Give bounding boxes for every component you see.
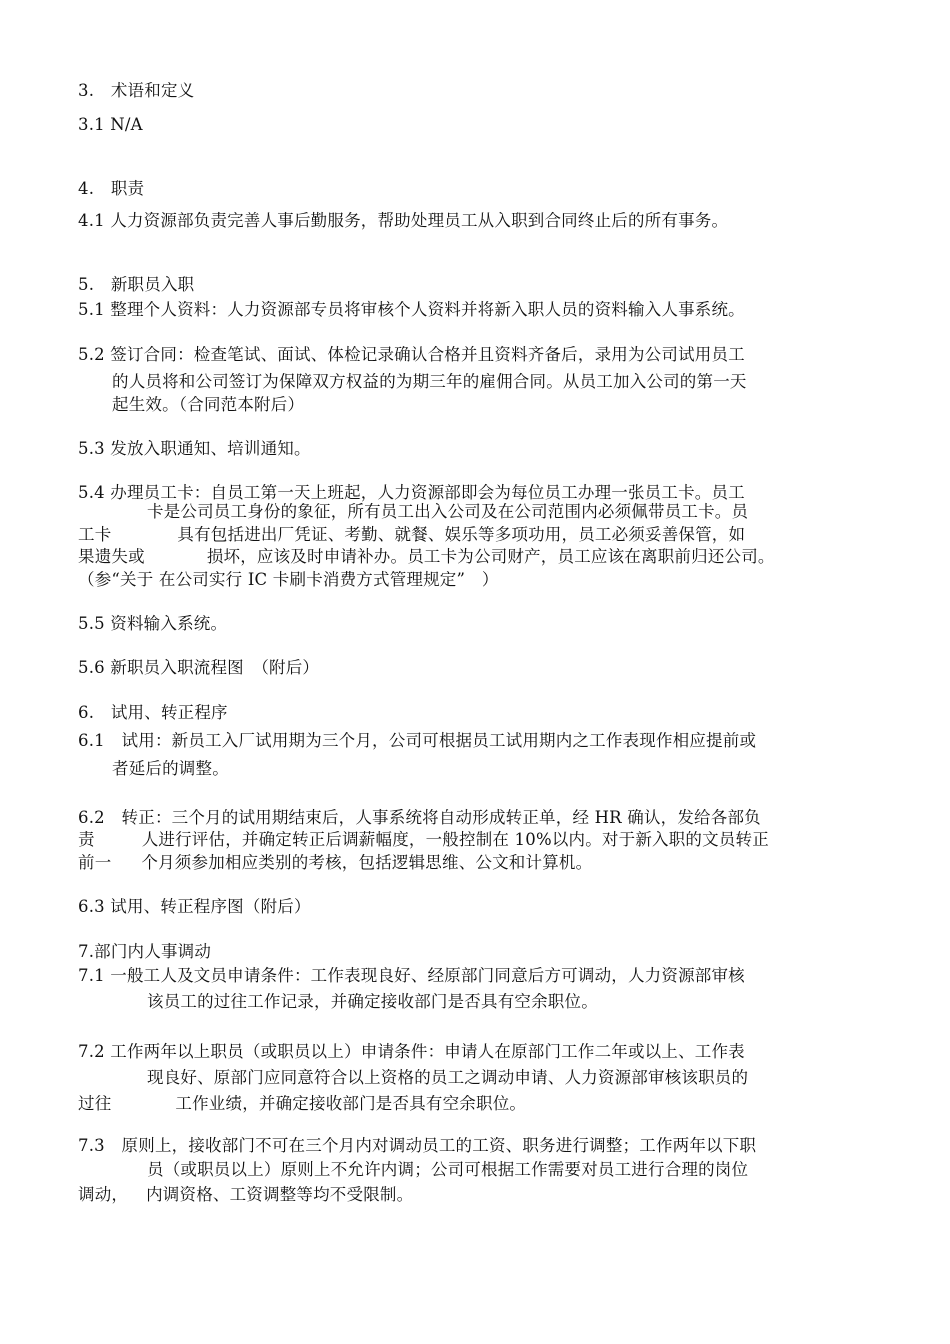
section-5-5: 5.5 资料输入系统。 (78, 614, 228, 633)
section-5-heading: 5. 新职员入职 (78, 275, 195, 294)
section-5-4-line3 (78, 524, 745, 546)
section-6-1-line1: 6.1 试用：新员工入厂试用期为三个月，公司可根据员工试用期内之工作表现作相应提前或 (78, 731, 757, 750)
section-6-2-line2-b: 人进行评估，并确定转正后调薪幅度，一般控制在 10%以内。对于新入职的文员转正 (141, 830, 769, 849)
section-4-heading: 4. 职责 (78, 179, 145, 198)
section-5-4-line4-b: 损坏，应该及时申请补办。员工卡为公司财产，员工应该在离职前归还公司。 (206, 547, 775, 566)
section-5-4-line5: （参“关于 在公司实行 IC 卡刷卡消费方式管理规定” ） (78, 570, 499, 589)
section-5-1: 5.1 整理个人资料：人力资源部专员将审核个人资料并将新入职人员的资料输入人事系统。 (78, 300, 745, 319)
section-6-3: 6.3 试用、转正程序图（附后） (78, 897, 311, 916)
section-5-4-line4-a: 果遗失或 (78, 547, 145, 566)
section-7-2-line3-a: 过往 (78, 1094, 112, 1113)
section-6-2-line3-b: 个月须参加相应类别的考核，包括逻辑思维、公文和计算机。 (141, 853, 593, 872)
section-7-heading: 7.部门内人事调动 (78, 942, 212, 961)
section-6-2-line2-a: 责 (78, 830, 95, 849)
section-5-4-line2: 卡是公司员工身份的象征，所有员工出入公司及在公司范围内必须佩带员工卡。员 (147, 502, 749, 521)
section-7-3-line1: 7.3 原则上，接收部门不可在三个月内对调动员工的工资、职务进行调整；工作两年以下职 (78, 1136, 757, 1155)
section-6-2-line2 (78, 829, 769, 851)
section-7-1-line2: 该员工的过往工作记录，并确定接收部门是否具有空余职位。 (147, 992, 598, 1011)
section-5-2-line2: 的人员将和公司签订为保障双方权益的为期三年的雇佣合同。从员工加入公司的第一天 (112, 372, 747, 391)
section-6-2-line1: 6.2 转正：三个月的试用期结束后，人事系统将自动形成转正单，经 HR 确认，发给各部负 (78, 808, 761, 827)
section-5-2-line3: 起生效。（合同范本附后） (112, 395, 305, 414)
section-7-3-line2: 员（或职员以上）原则上不允许内调；公司可根据工作需要对员工进行合理的岗位 (147, 1160, 749, 1179)
section-5-4-line3-a: 工卡 (78, 525, 112, 544)
section-7-3-line3-b: 内调资格、工资调整等均不受限制。 (146, 1185, 414, 1204)
section-5-3: 5.3 发放入职通知、培训通知。 (78, 439, 311, 458)
section-7-2-line1: 7.2 工作两年以上职员（或职员以上）申请条件：申请人在原部门工作二年或以上、工作表 (78, 1042, 745, 1061)
section-5-2-line1: 5.2 签订合同：检查笔试、面试、体检记录确认合格并且资料齐备后，录用为公司试用员工 (78, 345, 745, 364)
section-4-1: 4.1 人力资源部负责完善人事后勤服务，帮助处理员工从入职到合同终止后的所有事务。 (78, 211, 729, 230)
section-6-1-line2: 者延后的调整。 (112, 759, 229, 778)
section-3-1: 3.1 N/A (78, 115, 143, 134)
section-3-heading: 3. 术语和定义 (78, 81, 195, 100)
section-5-4-line4 (78, 546, 775, 568)
section-7-3-line3 (78, 1184, 413, 1206)
section-5-6: 5.6 新职员入职流程图 （附后） (78, 658, 320, 677)
section-7-2-line3 (78, 1093, 526, 1115)
section-6-2-line3 (78, 852, 592, 874)
section-7-1-line1: 7.1 一般工人及文员申请条件：工作表现良好、经原部门同意后方可调动，人力资源部审核 (78, 966, 745, 985)
section-7-2-line3-b: 工作业绩，并确定接收部门是否具有空余职位。 (175, 1094, 527, 1113)
section-7-2-line2: 现良好、原部门应同意符合以上资格的员工之调动申请、人力资源部审核该职员的 (147, 1068, 749, 1087)
section-7-3-line3-a: 调动， (78, 1185, 129, 1204)
section-5-4-line1: 5.4 办理员工卡：自员工第一天上班起，人力资源部即会为每位员工办理一张员工卡。员工 (78, 483, 745, 502)
section-6-heading: 6. 试用、转正程序 (78, 703, 228, 722)
section-5-4-line3-b: 具有包括进出厂凭证、考勤、就餐、娱乐等多项功用，员工必须妥善保管，如 (177, 525, 746, 544)
section-6-2-line3-a: 前一 (78, 853, 112, 872)
